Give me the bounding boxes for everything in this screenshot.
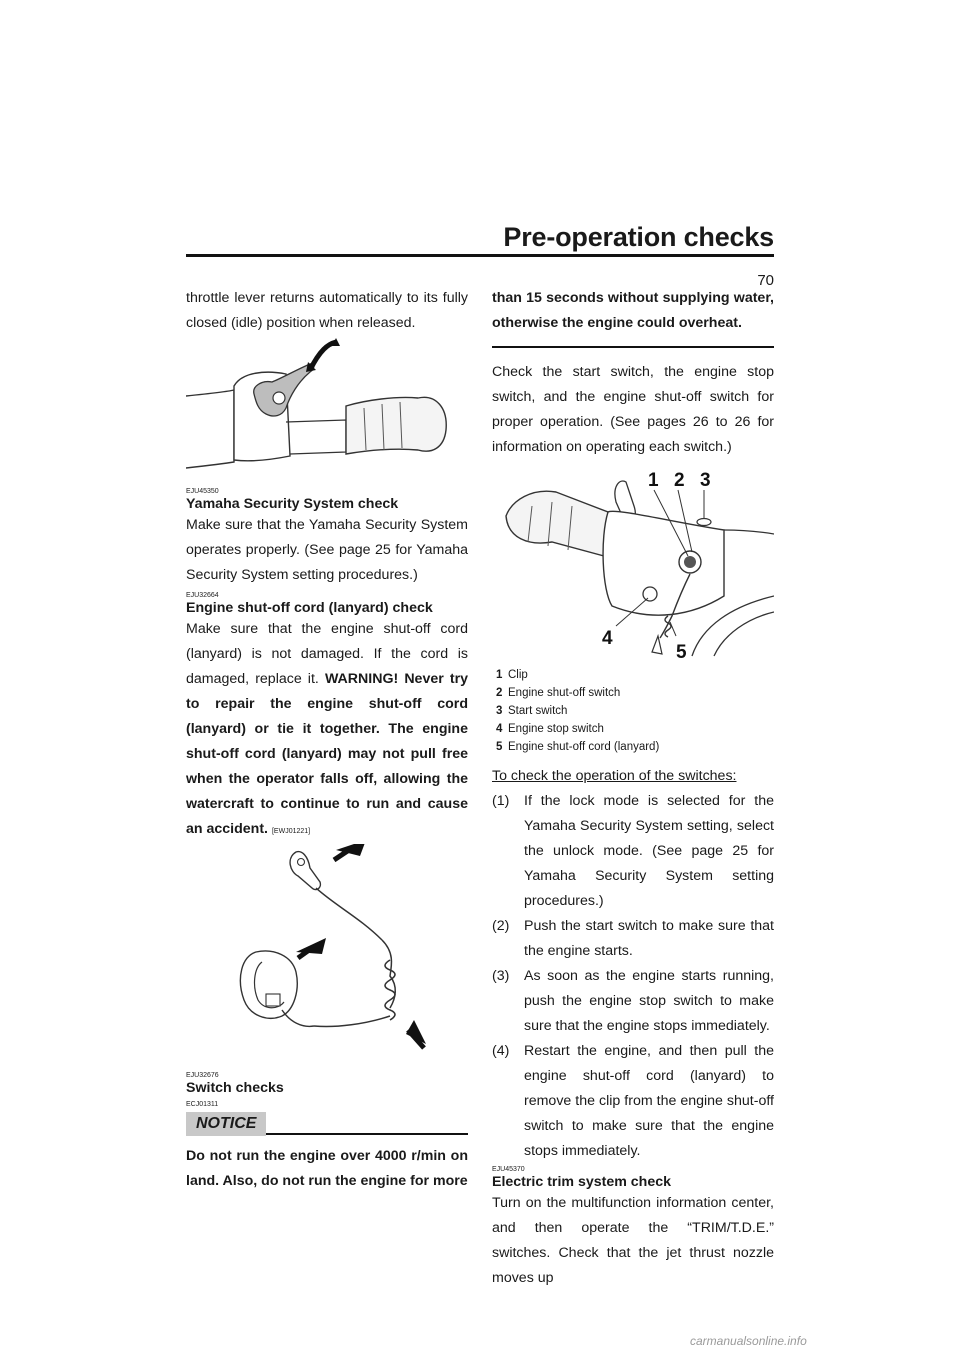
procedure-title: To check the operation of the switches: bbox=[492, 768, 737, 784]
notice-end-rule bbox=[492, 346, 774, 348]
step-item bbox=[492, 914, 774, 964]
lanyard-figure bbox=[186, 844, 468, 1068]
cord-section bbox=[186, 592, 468, 844]
switch-check-text: Check the start switch, the engine stop switch, and the engine shut-off switch for proper operation. (See pages 26 to 26 for information on operating each switch.) bbox=[492, 364, 774, 455]
notice-badge: NOTICE bbox=[186, 1112, 266, 1136]
legend-number: 2 bbox=[496, 687, 503, 699]
trim-title: Electric trim system check bbox=[492, 1174, 672, 1190]
header-rule bbox=[186, 254, 774, 257]
cord-warning-code: [EWJ01221] bbox=[271, 828, 311, 835]
legend-text: Start switch bbox=[508, 705, 568, 717]
switch-section bbox=[186, 1072, 468, 1194]
step-number: (1) bbox=[492, 793, 510, 809]
step-text: Push the start switch to make sure that the engine starts. bbox=[524, 918, 774, 959]
cord-body bbox=[186, 617, 468, 844]
figure-legend bbox=[496, 666, 774, 756]
cord-code: EJU32664 bbox=[186, 592, 219, 599]
step-item bbox=[492, 964, 774, 1039]
legend-item bbox=[496, 702, 774, 720]
legend-item bbox=[496, 720, 774, 738]
page-number: 70 bbox=[757, 272, 774, 289]
legend-number: 5 bbox=[496, 741, 503, 753]
figure-label-5: 5 bbox=[676, 642, 687, 663]
step-text: Restart the engine, and then pull the engine shut-off cord (lanyard) to remove the clip from the engine shut-off switch to make sure that the engine stops immediately. bbox=[524, 1043, 774, 1159]
trim-code: EJU45370 bbox=[492, 1166, 525, 1173]
figure-label-3: 3 bbox=[700, 470, 711, 491]
switch-title: Switch checks bbox=[186, 1080, 284, 1096]
legend-number: 4 bbox=[496, 723, 503, 735]
legend-item bbox=[496, 738, 774, 756]
trim-section bbox=[492, 1166, 774, 1291]
step-item bbox=[492, 1039, 774, 1164]
figure-label-4: 4 bbox=[602, 628, 613, 649]
cord-body-text: Make sure that the engine shut-off cord (lanyard) is not damaged. If the cord is damaged, replace it. bbox=[186, 621, 468, 687]
legend-item bbox=[496, 684, 774, 702]
legend-text: Engine shut-off cord (lanyard) bbox=[508, 741, 660, 753]
page-header-title: Pre-operation checks bbox=[503, 222, 774, 252]
step-number: (4) bbox=[492, 1043, 510, 1059]
left-column bbox=[186, 286, 468, 1194]
procedure-steps bbox=[492, 789, 774, 1164]
cord-warning: WARNING! Never try to repair the engine shut-off cord (lanyard) or tie it together. The engine shut-off cord (lanyard) may not pull free when the operator falls off, allowing the watercraft to continue to run and cause an accident. bbox=[186, 671, 468, 837]
right-column bbox=[492, 286, 774, 1291]
step-text: If the lock mode is selected for the Yamaha Security System setting, select the unlock mode. (See page 25 for Yamaha Security System setting procedures.) bbox=[524, 793, 774, 909]
legend-text: Clip bbox=[508, 669, 528, 681]
switch-figure bbox=[492, 466, 774, 666]
watermark: carmanualsonline.info bbox=[690, 1334, 807, 1348]
legend-item bbox=[496, 666, 774, 684]
security-title: Yamaha Security System check bbox=[186, 496, 399, 512]
notice-text-part-a: Do not run the engine over 4000 r/min on land. Also, do not run the engine for more bbox=[186, 1148, 468, 1189]
cord-title: Engine shut-off cord (lanyard) check bbox=[186, 600, 433, 616]
legend-text: Engine stop switch bbox=[508, 723, 604, 735]
step-text: As soon as the engine starts running, push the engine stop switch to make sure that the engine stops immediately. bbox=[524, 968, 774, 1034]
notice-code: ECJ01311 bbox=[186, 1101, 219, 1108]
figure-label-2: 2 bbox=[674, 470, 685, 491]
security-section bbox=[186, 488, 468, 588]
step-number: (3) bbox=[492, 968, 510, 984]
notice-header bbox=[186, 1112, 468, 1136]
notice-rule bbox=[266, 1133, 468, 1135]
figure-label-1: 1 bbox=[648, 470, 659, 491]
trim-body: Turn on the multifunction information center, and then operate the “TRIM/T.D.E.” switches. Check that the jet thrust nozzle moves up bbox=[492, 1195, 774, 1286]
legend-number: 1 bbox=[496, 669, 503, 681]
step-number: (2) bbox=[492, 918, 510, 934]
security-body: Make sure that the Yamaha Security System operates properly. (See page 25 for Yamaha Security System setting procedures.) bbox=[186, 517, 468, 583]
switch-code: EJU32676 bbox=[186, 1072, 219, 1079]
security-code: EJU45350 bbox=[186, 488, 219, 495]
legend-number: 3 bbox=[496, 705, 503, 717]
step-item bbox=[492, 789, 774, 914]
legend-text: Engine shut-off switch bbox=[508, 687, 621, 699]
intro-text: throttle lever returns automatically to its fully closed (idle) position when released. bbox=[186, 290, 468, 331]
throttle-lever-figure bbox=[186, 336, 468, 482]
notice-text-part-b: than 15 seconds without supplying water, otherwise the engine could overheat. bbox=[492, 290, 774, 331]
